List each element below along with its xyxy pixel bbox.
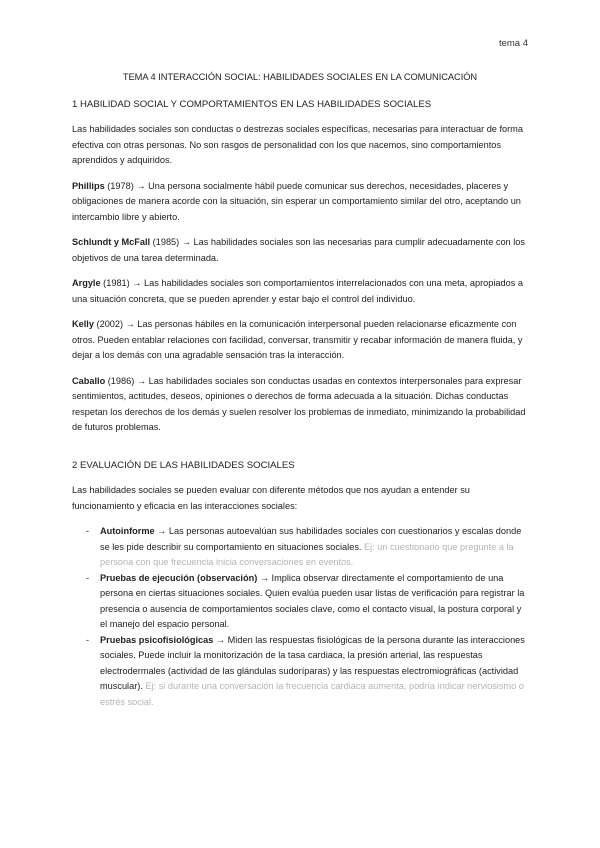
document-title: TEMA 4 INTERACCIÓN SOCIAL: HABILIDADES SOCIALES EN LA COMUNICACIÓN (122, 72, 478, 82)
definition-author: Schlundt y McFall (72, 237, 151, 247)
definition-schlundt-mcfall (72, 235, 528, 266)
method-text: → Miden las respuestas fisiológicas de la persona durante las interacciones sociales. Puede incluir la monitorización de la tasa cardiaca, la presión arterial, las respuestas electrodermales (actividad de las glándulas sudoríparas) y las respuestas electromiográficas (actividad muscular). (100, 634, 525, 691)
definition-text: (1986) → Las habilidades sociales son conductas usadas en contextos interpersonales para expresar sentimientos, actitudes, deseos, opiniones o derechos de forma adecuada a la situación. Dichas conductas respetan los derechos de los demás y suelen resolver los problemas de inmediato, minimizando la probabilidad de futuros problemas. (72, 375, 526, 432)
section-1-intro: Las habilidades sociales son conductas o destrezas sociales específicas, necesarias para interactuar de forma efectiva con otras personas. No son rasgos de personalidad con los que nacemos, sino comportamientos aprendidos y adquiridos. (72, 124, 523, 165)
method-term: Autoinforme (100, 526, 155, 536)
method-example: Ej: si durante una conversación la frecuencia cardiaca aumenta, podría indicar nerviosismo o estrés social. (100, 681, 524, 707)
definition-author: Kelly (72, 319, 94, 329)
list-item-autoinforme (72, 524, 528, 571)
definition-phillips (72, 179, 528, 226)
list-item-pruebas-psicofisiologicas (72, 633, 528, 711)
definition-caballo (72, 374, 528, 436)
definition-text: (1981) → Las habilidades sociales son comportamientos interrelacionados con una meta, apropiados a una situación concreta, que se pueden aprender y estar bajo el control del individuo. (72, 278, 523, 304)
method-term: Pruebas de ejecución (observación) (100, 572, 258, 583)
section-1-heading: 1 HABILIDAD SOCIAL Y COMPORTAMIENTOS EN LAS HABILIDADES SOCIALES (72, 98, 432, 110)
definition-text: (1978) → Una persona socialmente hábil puede comunicar sus derechos, necesidades, placeres y obligaciones de manera acorde con la situación, sin esperar un comportamiento similar del otro, aceptando un intercambio libre y abierto. (72, 180, 521, 222)
list-dash: - (86, 526, 90, 536)
method-text: → Implica observar directamente el comportamiento de una persona en ciertas situaciones sociales. Quien evalúa pueden usar listas de verificación para registrar la presencia o ausencia de comportamientos sociales clave, como el contacto visual, la postura corporal y el manejo del espacio personal. (100, 572, 525, 629)
method-term: Pruebas psicofisiológicas (100, 634, 214, 645)
definition-text: (2002) → Las personas hábiles en la comunicación interpersonal pueden relacionarse eficazmente con otros. Pueden entablar relaciones con facilidad, conversar, transmitir y recabar información de manera fluida, y dejar a los demás con una agradable sensación tras la interacción. (72, 319, 523, 360)
section-2-heading: 2 EVALUACIÓN DE LAS HABILIDADES SOCIALES (72, 459, 295, 471)
definition-text: (1985) → Las habilidades sociales son las necesarias para cumplir adecuadamente con los objetivos de una tarea determinada. (72, 237, 525, 263)
method-text: → Las personas autoevalúan sus habilidades sociales con cuestionarios y escalas donde se les pide describir su comportamiento en situaciones sociales. (100, 526, 522, 552)
method-example: Ej: un cuestionario que pregunte a la persona con que frecuencia inicia conversaciones en eventos. (100, 541, 514, 567)
definition-kelly (72, 317, 528, 364)
list-dash: - (86, 572, 90, 583)
section-2-intro: Las habilidades sociales se pueden evaluar con diferente métodos que nos ayudan a entender su funcionamiento y eficacia en las interacciones sociales: (72, 485, 470, 511)
definition-argyle (72, 276, 528, 307)
list-item-pruebas-ejecucion (72, 571, 528, 633)
document-body (72, 70, 528, 710)
list-dash: - (86, 634, 90, 645)
evaluation-methods-list (72, 524, 528, 710)
definition-author: Argyle (72, 278, 101, 288)
page-header-label: tema 4 (498, 38, 528, 49)
definition-author: Caballo (72, 375, 106, 386)
definition-author: Phillips (72, 180, 105, 191)
